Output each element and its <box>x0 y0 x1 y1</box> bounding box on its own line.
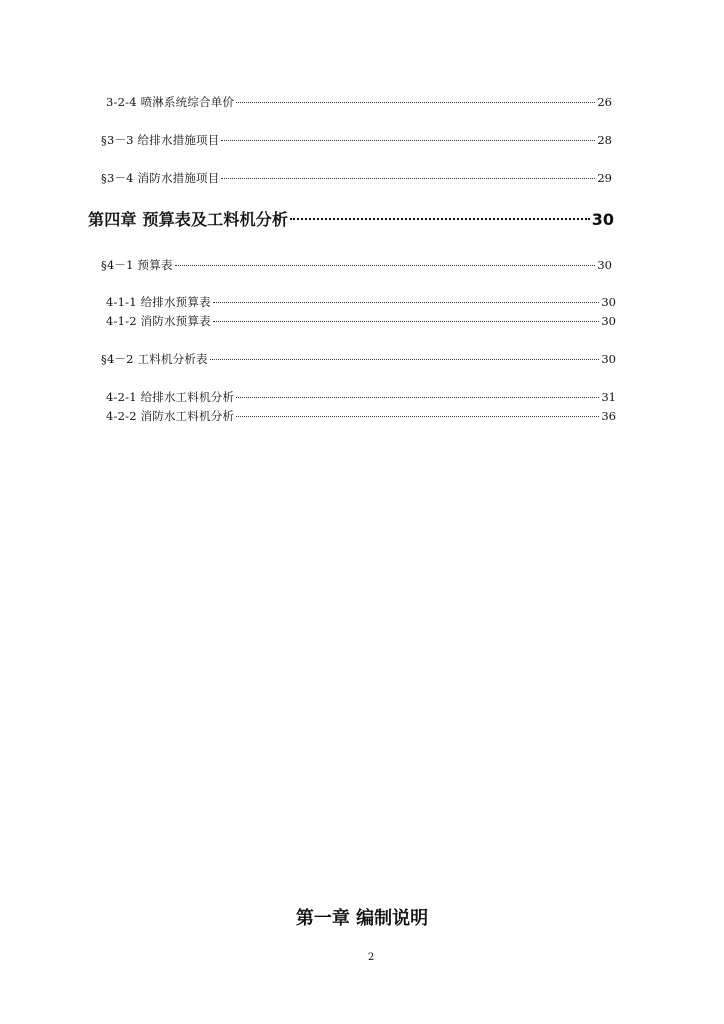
toc-entry-label: §3－3 给排水措施项目 <box>101 133 220 147</box>
toc-entry-label: §3－4 消防水措施项目 <box>101 171 220 185</box>
toc-entry-page-number: 30 <box>601 295 616 309</box>
toc-entry-page-number: 30 <box>597 258 612 272</box>
toc-entry-page-number: 30 <box>591 210 614 229</box>
toc-entry-4-1-1[interactable] <box>106 295 616 309</box>
dot-leader <box>213 321 600 322</box>
dot-leader <box>236 397 599 398</box>
toc-entry-4-2-2[interactable] <box>106 409 616 423</box>
toc-entry-label: 4-2-1 给排水工料机分析 <box>106 390 235 404</box>
toc-entry-4-2[interactable] <box>101 352 616 366</box>
toc-entry-label: §4－2 工料机分析表 <box>101 352 208 366</box>
toc-entry-label: 第四章 预算表及工料机分析 <box>88 210 289 229</box>
dot-leader <box>221 140 595 141</box>
toc-entry-4-2-1[interactable] <box>106 390 616 404</box>
dot-leader <box>221 178 595 179</box>
dot-leader <box>236 416 599 417</box>
toc-entry-page-number: 29 <box>597 171 612 185</box>
toc-entry-label: 4-1-1 给排水预算表 <box>106 295 211 309</box>
chapter-heading: 第一章 编制说明 <box>295 908 429 929</box>
toc-entry-page-number: 30 <box>601 314 616 328</box>
page-number: 2 <box>367 952 375 963</box>
toc-entry-chapter-4[interactable] <box>88 210 614 230</box>
toc-entry-page-number: 31 <box>601 390 616 404</box>
toc-entry-page-number: 36 <box>601 409 616 423</box>
toc-entry-4-1-2[interactable] <box>106 314 616 328</box>
toc-entry-label: 3-2-4 喷淋系统综合单价 <box>106 95 235 109</box>
toc-entry-page-number: 28 <box>597 133 612 147</box>
toc-entry-label: 4-1-2 消防水预算表 <box>106 314 211 328</box>
dot-leader <box>175 265 596 266</box>
toc-entry-label: 4-2-2 消防水工料机分析 <box>106 409 235 423</box>
toc-entry-3-2-4[interactable] <box>106 95 612 109</box>
toc-entry-page-number: 30 <box>601 352 616 366</box>
toc-entry-3-4[interactable] <box>101 171 612 185</box>
toc-entry-3-3[interactable] <box>101 133 612 147</box>
dot-leader <box>213 302 600 303</box>
toc-entry-label: §4－1 预算表 <box>101 258 173 272</box>
dot-leader <box>236 102 595 103</box>
toc-entry-4-1[interactable] <box>101 258 612 272</box>
toc-entry-page-number: 26 <box>597 95 612 109</box>
dot-leader <box>290 218 590 220</box>
dot-leader <box>210 359 600 360</box>
